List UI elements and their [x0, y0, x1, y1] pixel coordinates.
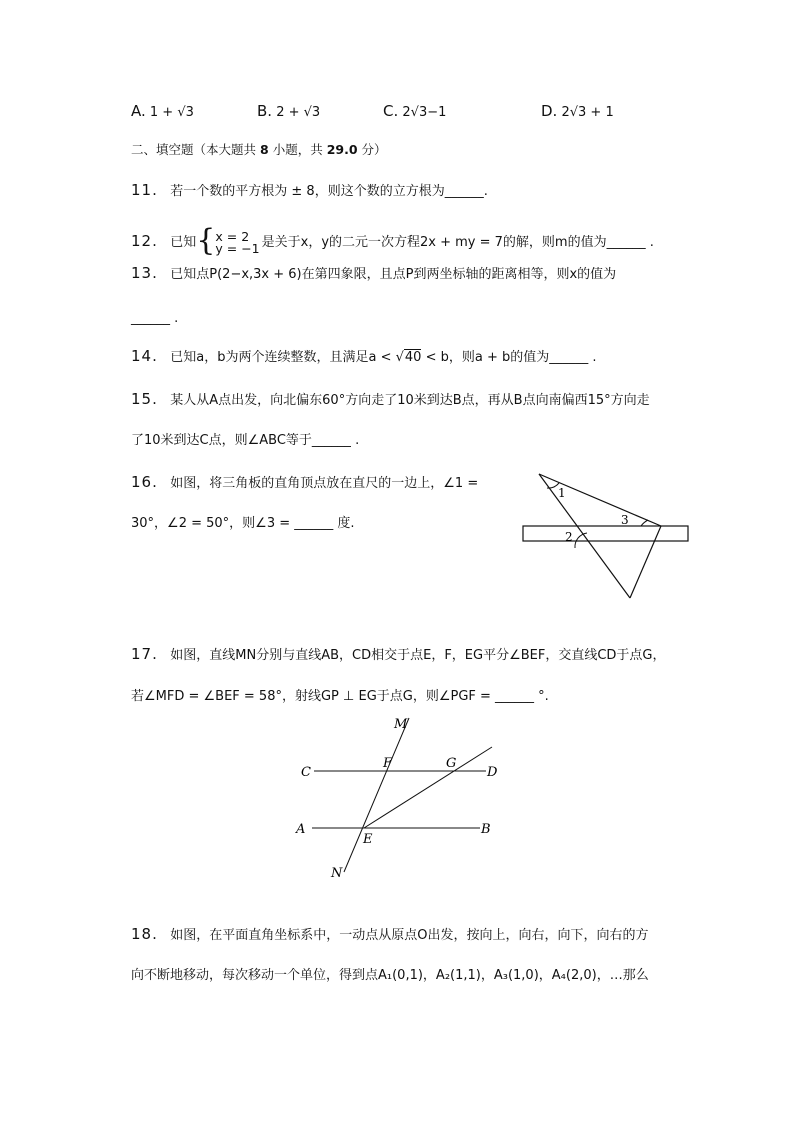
question-number: 16. [131, 473, 158, 491]
sqrt-radicand: 40 [404, 350, 422, 365]
point-label-n: N [331, 866, 343, 881]
question-17-line2: 若∠MFD = ∠BEF = 58°，射线GP ⊥ EG于点G，则∠PGF = ______ °. [131, 689, 549, 704]
question-number: 11. [131, 181, 158, 199]
question-18-line2: 向不断地移动，每次移动一个单位，得到点A₁(0,1)，A₂(1,1)，A₃(1,0)，A₄(2,0)，…那么 [131, 968, 649, 983]
question-13 [131, 264, 616, 284]
angle-label-1: 1 [558, 486, 566, 500]
point-label-e: E [363, 832, 373, 847]
point-label-a: A [296, 822, 306, 837]
option-c [383, 102, 446, 120]
option-d-text: 2√3 + 1 [561, 105, 614, 120]
question-11 [131, 181, 488, 201]
triangle-side [539, 474, 661, 526]
point-label-c: C [301, 765, 311, 780]
angle-label-3: 3 [621, 513, 629, 527]
point-label-d: D [487, 765, 498, 780]
angle-arc-3 [641, 520, 648, 526]
question-line1: 如图，直线MN分别与直线AB，CD相交于点E，F，EG平分∠BEF，交直线CD于点G， [170, 648, 666, 663]
option-d-letter: D. [541, 102, 558, 120]
triangle-side [630, 526, 661, 598]
answer-blank-13: ______ . [131, 311, 179, 326]
point-label-m: M [394, 717, 408, 732]
option-a [131, 102, 194, 120]
question-pre: 已知a，b为两个连续整数，且满足a < [170, 350, 396, 365]
line-mn [344, 718, 409, 872]
question-number: 15. [131, 390, 158, 408]
question-line1: 如图，将三角板的直角顶点放在直尺的一边上，∠1 = [170, 476, 479, 491]
option-b [257, 102, 320, 120]
ruler-shape [523, 526, 688, 541]
option-b-letter: B. [257, 102, 273, 120]
question-12 [131, 222, 654, 258]
section-heading [131, 140, 387, 158]
point-label-b: B [481, 822, 491, 837]
section-points: 29.0 [326, 142, 358, 157]
option-d [541, 102, 614, 120]
question-number: 17. [131, 645, 158, 663]
question-pre: 已知 [170, 235, 197, 250]
triangle-side [539, 474, 630, 598]
question-16-line2: 30°，∠2 = 50°，则∠3 = ______ 度. [131, 516, 355, 531]
question-line1: 如图，在平面直角坐标系中，一动点从原点O出发，按向上，向右，向下，向右的方 [170, 928, 649, 943]
question-line1: 某人从A点出发，向北偏东60°方向走了10米到达B点，再从B点向南偏西15°方向走 [170, 393, 650, 408]
option-a-letter: A. [131, 102, 146, 120]
question-18 [131, 925, 649, 945]
section-end: 分） [361, 142, 387, 157]
question-17 [131, 645, 666, 665]
figure-parallel-lines [290, 712, 510, 882]
option-a-text: 1 + √3 [149, 105, 194, 120]
section-count: 8 [260, 142, 269, 157]
section-title: 二、填空题（本大题共 [131, 142, 257, 157]
equation-2: y = −1 [215, 240, 260, 256]
question-text: 若一个数的平方根为 ± 8，则这个数的立方根为______. [170, 184, 488, 199]
brace-symbol: { [196, 223, 216, 258]
question-15 [131, 390, 650, 410]
question-number: 14. [131, 347, 158, 365]
option-b-text: 2 + √3 [276, 105, 321, 120]
question-post: < b，则a + b的值为______ . [421, 350, 597, 365]
question-post: 是关于x，y的二元一次方程2x + my = 7的解，则m的值为______ . [261, 235, 654, 250]
equation-system [215, 228, 260, 256]
question-16 [131, 473, 478, 493]
question-text: 已知点P(2−x,3x + 6)在第四象限，且点P到两坐标轴的距离相等，则x的值为 [170, 267, 617, 282]
equation-1: x = 2 [215, 228, 250, 244]
point-label-f: F [383, 756, 393, 771]
section-mid: 小题，共 [272, 142, 323, 157]
option-c-letter: C. [383, 102, 399, 120]
question-number: 18. [131, 925, 158, 943]
question-number: 13. [131, 264, 158, 282]
point-label-g: G [446, 756, 457, 771]
angle-label-2: 2 [565, 530, 573, 544]
question-number: 12. [131, 232, 158, 250]
question-14: 14. 已知a，b为两个连续整数，且满足a < √40 < b，则a + b的值为______ . [131, 347, 597, 365]
figure-triangle-ruler [515, 468, 695, 603]
question-15-line2: 了10米到达C点，则∠ABC等于______ . [131, 433, 360, 448]
option-c-text: 2√3−1 [402, 105, 447, 120]
